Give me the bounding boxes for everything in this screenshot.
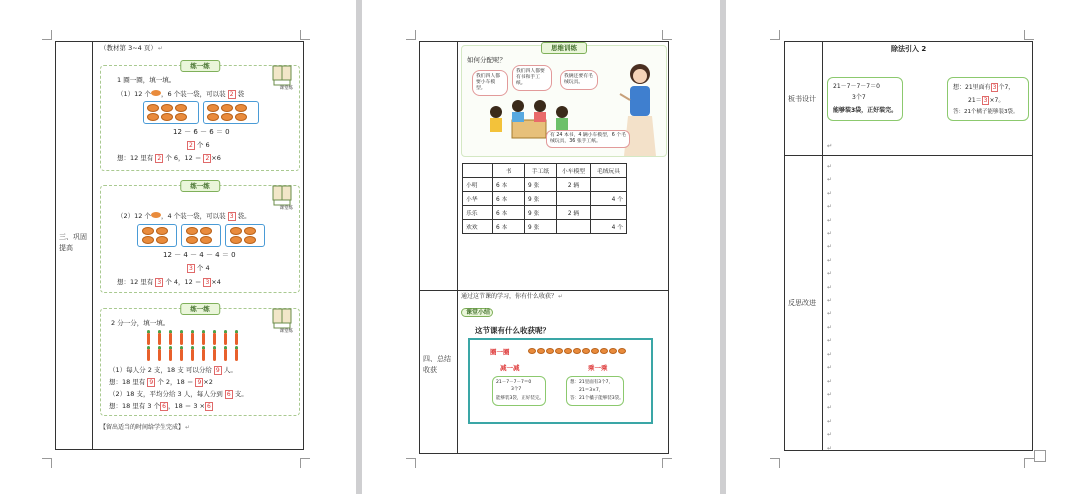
crop-mark [300,30,310,40]
section-label: 三、巩固提高 [59,233,87,252]
result-line: 3 个 4 [189,264,210,272]
book-label: 课堂练 [279,86,293,91]
table-header-cell [463,164,493,178]
summary-title: 这节课有什么收获呢？ [475,326,550,335]
paragraph-mark: ↵ [827,142,833,150]
table-cell: 9 张 [525,192,557,206]
table-row [463,178,627,192]
crop-mark [42,458,52,468]
book-icon [271,182,293,206]
orange-row [528,348,626,354]
potato-group [207,113,247,121]
mini-card-left: 21－7－7－7＝0 3个7 能够装3袋，正好装完。 [492,376,546,406]
table-cell: 乐乐 [463,206,493,220]
potato-group [230,236,256,244]
board-conclusion: 能够装3袋，正好装完。 [833,107,898,114]
footer-note: 【留出适当的时间给学生完成】↵ [100,424,191,431]
book-label: 课堂练 [279,206,293,211]
table-cell: 4 个 [591,192,627,206]
table-cell: 2 辆 [557,178,591,192]
crop-mark [300,458,310,468]
summary-pill-label: 课堂小结 [466,309,491,316]
table-cell [557,220,591,234]
question-title: 1 圈一圈，填一填。 [117,76,176,84]
table-cell: 6 本 [493,206,525,220]
book-icon [271,305,293,329]
summary-line: 想：12 里有 3 个 4，12 ＝ 3 ×4 [117,278,221,286]
book-label: 课堂练 [279,329,293,334]
crop-mark [406,30,416,40]
crop-mark [770,30,780,40]
lesson-table [784,41,1033,451]
table-cell: 2 辆 [557,206,591,220]
practice-banner: 练一练 [180,60,220,72]
practice-panel-3 [100,305,300,416]
board-card-right [947,77,1029,121]
board-answer: 答：21个橘子能够装3袋。 [953,109,1019,115]
potato-group [147,104,187,112]
speech-bubble: 我们四人都要有书和手工纸。 [512,65,552,91]
practice-banner: 练一练 [180,303,220,315]
table-cell [591,178,627,192]
table-header-row [463,164,627,178]
sub-answer-1: 想：18 里有 9 个 2，18 ＝ 9 ×2 [109,378,213,386]
table-cell: 4 个 [591,220,627,234]
summary-circle: 圈一圈 [490,348,510,356]
crop-mark [42,30,52,40]
row-divider [420,290,668,291]
potato-group [186,236,212,244]
potato-group [147,113,187,121]
resize-handle[interactable] [1034,450,1046,462]
lesson-table [419,41,669,454]
question-line: （2）12 个 ，4 个装一袋，可以装 3 袋。 [117,212,251,220]
lesson-table [55,41,304,450]
sub-question-1: （1）每人分 2 支，18 支 可以分给 9 人。 [109,366,237,374]
table-cell: 9 张 [525,206,557,220]
carrot-row [147,333,238,345]
potato-group [142,227,168,235]
section-label: 板书设计 [788,95,816,103]
textbook-ref: （教材第 3~4 页）↵ [100,44,163,52]
table-cell: 6 本 [493,192,525,206]
mini-card-right: 想：21里面有3个7， 21＝3×7， 答：21个橘子能够装3袋。 [566,376,624,406]
section-label: 四、总结收获 [423,355,451,374]
crop-mark [662,458,672,468]
table-row [463,220,627,234]
board-think-1: 想：21里面有 3 个7， [953,84,1015,91]
question-text: 如何分配呢？ [467,56,506,64]
page-heading: 除法引入 2 [891,45,927,53]
table-cell [591,206,627,220]
crop-mark [662,30,672,40]
info-box: 有 24 本书，4 辆小车模型，6 个毛绒玩具，36 张手工纸。 [546,130,630,148]
table-header-cell: 书 [493,164,525,178]
table-cell: 9 张 [525,220,557,234]
document-page-1 [0,0,356,494]
practice-panel-2 [100,182,300,293]
table-header-cell: 手工纸 [525,164,557,178]
reflection-prompt: 通过这节课的学习，你有什么收获？↵ [461,293,564,300]
potato-group [186,227,212,235]
summary-subtract: 减一减 [500,364,520,372]
question-title: 2 分一分，填一填。 [111,319,170,327]
crop-mark [1024,458,1034,468]
equation: 12 － 6 － 6 ＝ 0 [173,128,230,136]
summary-frame [468,338,653,424]
document-page-2 [362,0,720,494]
table-cell [557,192,591,206]
carrot-row [147,349,238,361]
book-icon [271,62,293,86]
board-equation: 21－7－7－7＝0 [833,83,880,90]
sub-question-2: （2）18 支，平均分给 3 人，每人分到 6 支。 [109,390,248,398]
table-cell: 6 本 [493,220,525,234]
table-cell: 小明 [463,178,493,192]
speech-bubble: 我俩还要有毛绒玩具。 [560,70,598,90]
result-line: 2 个 6 [189,141,210,149]
row-divider [785,155,1032,156]
equation: 12 － 4 － 4 － 4 ＝ 0 [163,251,236,259]
potato-group [142,236,168,244]
practice-panel-1 [100,62,300,171]
crop-mark [770,458,780,468]
column-divider [457,42,458,453]
empty-paragraph-marks: ↵ ↵ ↵ ↵ ↵ ↵ ↵ ↵ ↵ ↵ ↵ ↵ ↵ ↵ ↵ ↵ ↵ ↵ ↵ ↵ ↵ ↵ [827,163,833,452]
potato-group [207,104,247,112]
thinking-illustration [461,45,667,157]
table-row [463,206,627,220]
summary-multiply: 乘一乘 [588,364,608,372]
column-divider [822,42,823,450]
table-cell: 9 张 [525,178,557,192]
board-equation-sub: 3个7 [852,94,866,101]
answer-box: 3 [229,213,234,220]
document-page-3 [726,0,1080,494]
potato-group [230,227,256,235]
board-card-left [827,77,903,121]
column-divider [92,42,93,449]
distribution-table [462,163,627,234]
table-cell: 6 本 [493,178,525,192]
table-header-cell: 小车模型 [557,164,591,178]
sub-answer-2: 想：18 里有 3 个 6 ，18 ＝ 3 × 6 [109,402,211,410]
thinking-banner: 思维训练 [541,42,587,54]
speech-bubble: 我们四人都要小车模型。 [472,70,508,96]
question-line: （1）12 个 ，6 个装一袋，可以装 2 袋 [117,90,245,98]
table-row [463,192,627,206]
crop-mark [406,458,416,468]
table-cell: 欢欢 [463,220,493,234]
answer-box: 2 [229,91,234,98]
table-cell: 小华 [463,192,493,206]
practice-banner: 练一练 [180,180,220,192]
crop-mark [1024,30,1034,40]
summary-line: 想：12 里有 2 个 6，12 ＝ 2 ×6 [117,154,221,162]
table-header-cell: 毛绒玩具 [591,164,627,178]
board-think-2: 21＝ 3 ×7。 [968,97,1005,104]
section-label: 反思改进 [788,299,816,307]
